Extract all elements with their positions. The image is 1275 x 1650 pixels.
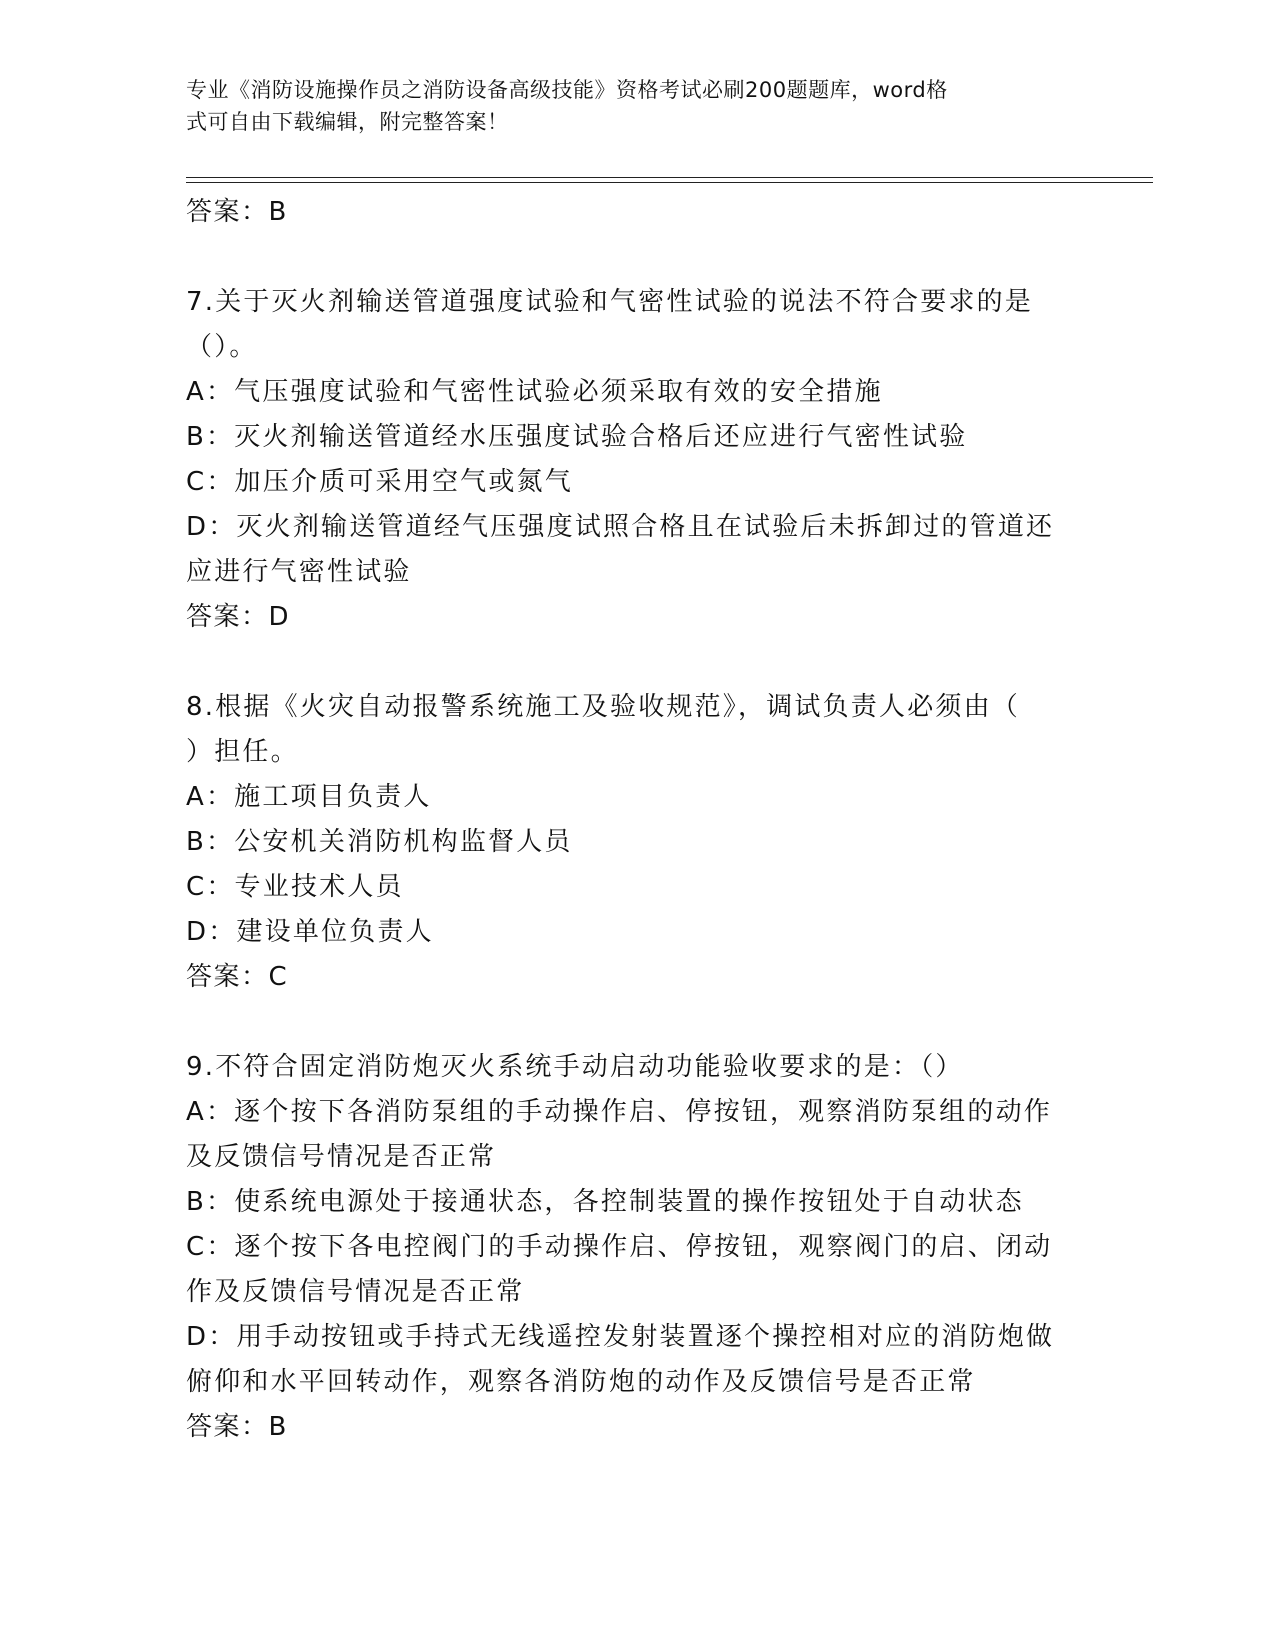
option-d: D：用手动按钮或手持式无线遥控发射装置逐个操控相对应的消防炮做 [186, 1322, 1055, 1352]
spacer [186, 640, 1086, 685]
question-stem-line: 9.不符合固定消防炮灭火系统手动启动功能验收要求的是：（） [186, 1052, 964, 1082]
option-b: B：公安机关消防机构监督人员 [186, 827, 573, 857]
option-d: D：灭火剂输送管道经气压强度试照合格且在试验后未拆卸过的管道还 [186, 512, 1055, 542]
question-stem-line: 7.关于灭火剂输送管道强度试验和气密性试验的说法不符合要求的是 [186, 287, 1034, 317]
question-stem-line: ）担任。 [186, 737, 299, 767]
option-a: A：气压强度试验和气密性试验必须采取有效的安全措施 [186, 377, 883, 407]
question-stem-line: （）。 [186, 332, 258, 362]
answer: 答案：B [186, 1412, 288, 1442]
option-a: A：逐个按下各消防泵组的手动操作启、停按钮，观察消防泵组的动作 [186, 1097, 1052, 1127]
option-a-continued: 及反馈信号情况是否正常 [186, 1142, 497, 1172]
option-b: B：灭火剂输送管道经水压强度试验合格后还应进行气密性试验 [186, 422, 968, 452]
option-b: B：使系统电源处于接通状态，各控制装置的操作按钮处于自动状态 [186, 1187, 1024, 1217]
question-8 [186, 685, 1086, 1000]
header-line-1: 专业《消防设施操作员之消防设备高级技能》资格考试必刷200题题库，word格 [186, 78, 948, 102]
answer: 答案：D [186, 602, 291, 632]
header-line-2: 式可自由下载编辑，附完整答案！ [186, 110, 509, 134]
option-c-continued: 作及反馈信号情况是否正常 [186, 1277, 525, 1307]
header-divider-top [186, 177, 1153, 178]
option-c: C：逐个按下各电控阀门的手动操作启、停按钮，观察阀门的启、闭动 [186, 1232, 1053, 1262]
answer: 答案：C [186, 962, 289, 992]
option-c: C：专业技术人员 [186, 872, 404, 902]
header-divider-bottom [186, 182, 1153, 183]
document-body [186, 190, 1086, 1450]
question-stem-line: 8.根据《火灾自动报警系统施工及验收规范》，调试负责人必须由（ [186, 692, 1021, 722]
question-7 [186, 280, 1086, 640]
spacer [186, 235, 1086, 280]
option-c: C：加压介质可采用空气或氮气 [186, 467, 573, 497]
option-d-continued: 俯仰和水平回转动作，观察各消防炮的动作及反馈信号是否正常 [186, 1367, 976, 1397]
document-header [186, 74, 1066, 138]
previous-answer: 答案：B [186, 197, 288, 227]
option-d-continued: 应进行气密性试验 [186, 557, 412, 587]
option-d: D：建设单位负责人 [186, 917, 434, 947]
option-a: A：施工项目负责人 [186, 782, 432, 812]
spacer [186, 1000, 1086, 1045]
question-9 [186, 1045, 1086, 1450]
